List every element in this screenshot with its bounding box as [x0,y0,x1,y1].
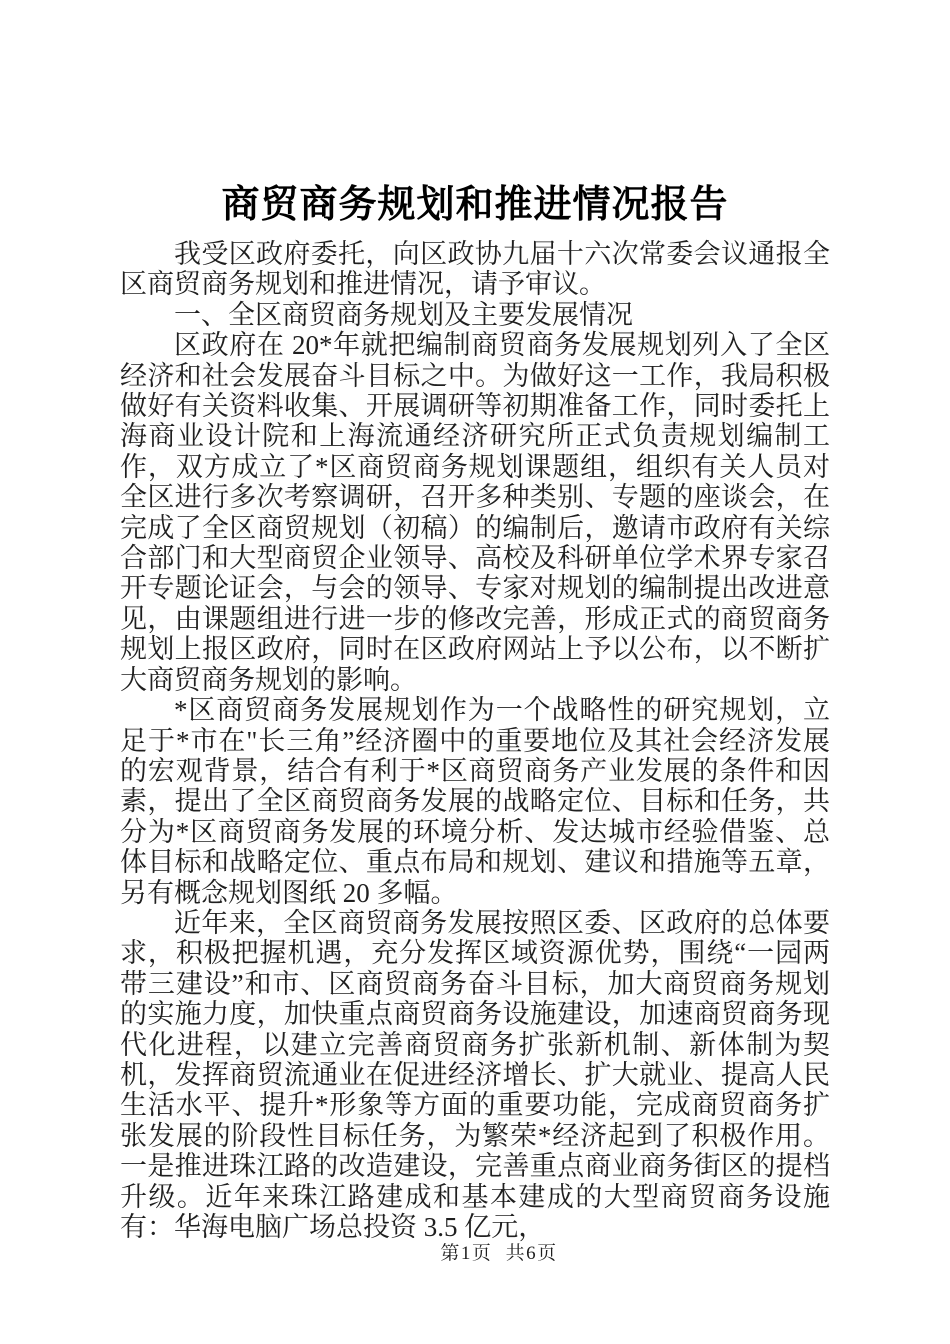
document-title: 商贸商务规划和推进情况报告 [221,184,729,226]
body-paragraph: *区商贸商务发展规划作为一个战略性的研究规划，立足于*市在"长三角”经济圈中的重要地位及其社会经济发展的宏观背景，结合有利于*区商贸商务产业发展的条件和因素，提出了全区商贸商务发展的战略定位、目标和任务，共分为*区商贸商务发展的环境分析、发达城市经验借鉴、总体目标和战略定位、重点布局和规划、建议和措施等五章，另有概念规划图纸 20 多幅。 [120,695,830,908]
document-content [120,182,830,1242]
body-paragraph: 近年来，全区商贸商务发展按照区委、区政府的总体要求，积极把握机遇，充分发挥区域资源优势，围绕“一园两带三建设”和市、区商贸商务奋斗目标，加大商贸商务规划的实施力度，加快重点商贸商务设施建设，加速商贸商务现代化进程，以建立完善商贸商务扩张新机制、新体制为契机，发挥商贸流通业在促进经济增长、扩大就业、提高人民生活水平、提升*形象等方面的重要功能，完成商贸商务扩张发展的阶段性目标任务，为繁荣*经济起到了积极作用。一是推进珠江路的改造建设，完善重点商业商务街区的提档升级。近年来珠江路建成和基本建成的大型商贸商务设施有：华海电脑广场总投资 3.5 亿元， [120,907,830,1242]
page-footer [120,1238,830,1265]
section-heading: 一、全区商贸商务规划及主要发展情况 [174,299,633,330]
page-number-label: 第1页 共6页 [440,1243,558,1264]
body-paragraph: 区政府在 20*年就把编制商贸商务发展规划列入了全区经济和社会发展奋斗目标之中。为做好这一工作，我局积极做好有关资料收集、开展调研等初期准备工作，同时委托上海商业设计院和上海流通经济研究所正式负责规划编制工作，双方成立了*区商贸商务规划课题组，组织有关人员对全区进行多次考察调研，召开多种类别、专题的座谈会，在完成了全区商贸规划（初稿）的编制后，邀请市政府有关综合部门和大型商贸企业领导、高校及科研单位学术界专家召开专题论证会，与会的领导、专家对规划的编制提出改进意见，由课题组进行进一步的修改完善，形成正式的商贸商务规划上报区政府，同时在区政府网站上予以公布，以不断扩大商贸商务规划的影响。 [120,330,830,695]
body-paragraph: 我受区政府委托，向区政协九届十六次常委会议通报全区商贸商务规划和推进情况，请予审议。 [120,239,830,300]
